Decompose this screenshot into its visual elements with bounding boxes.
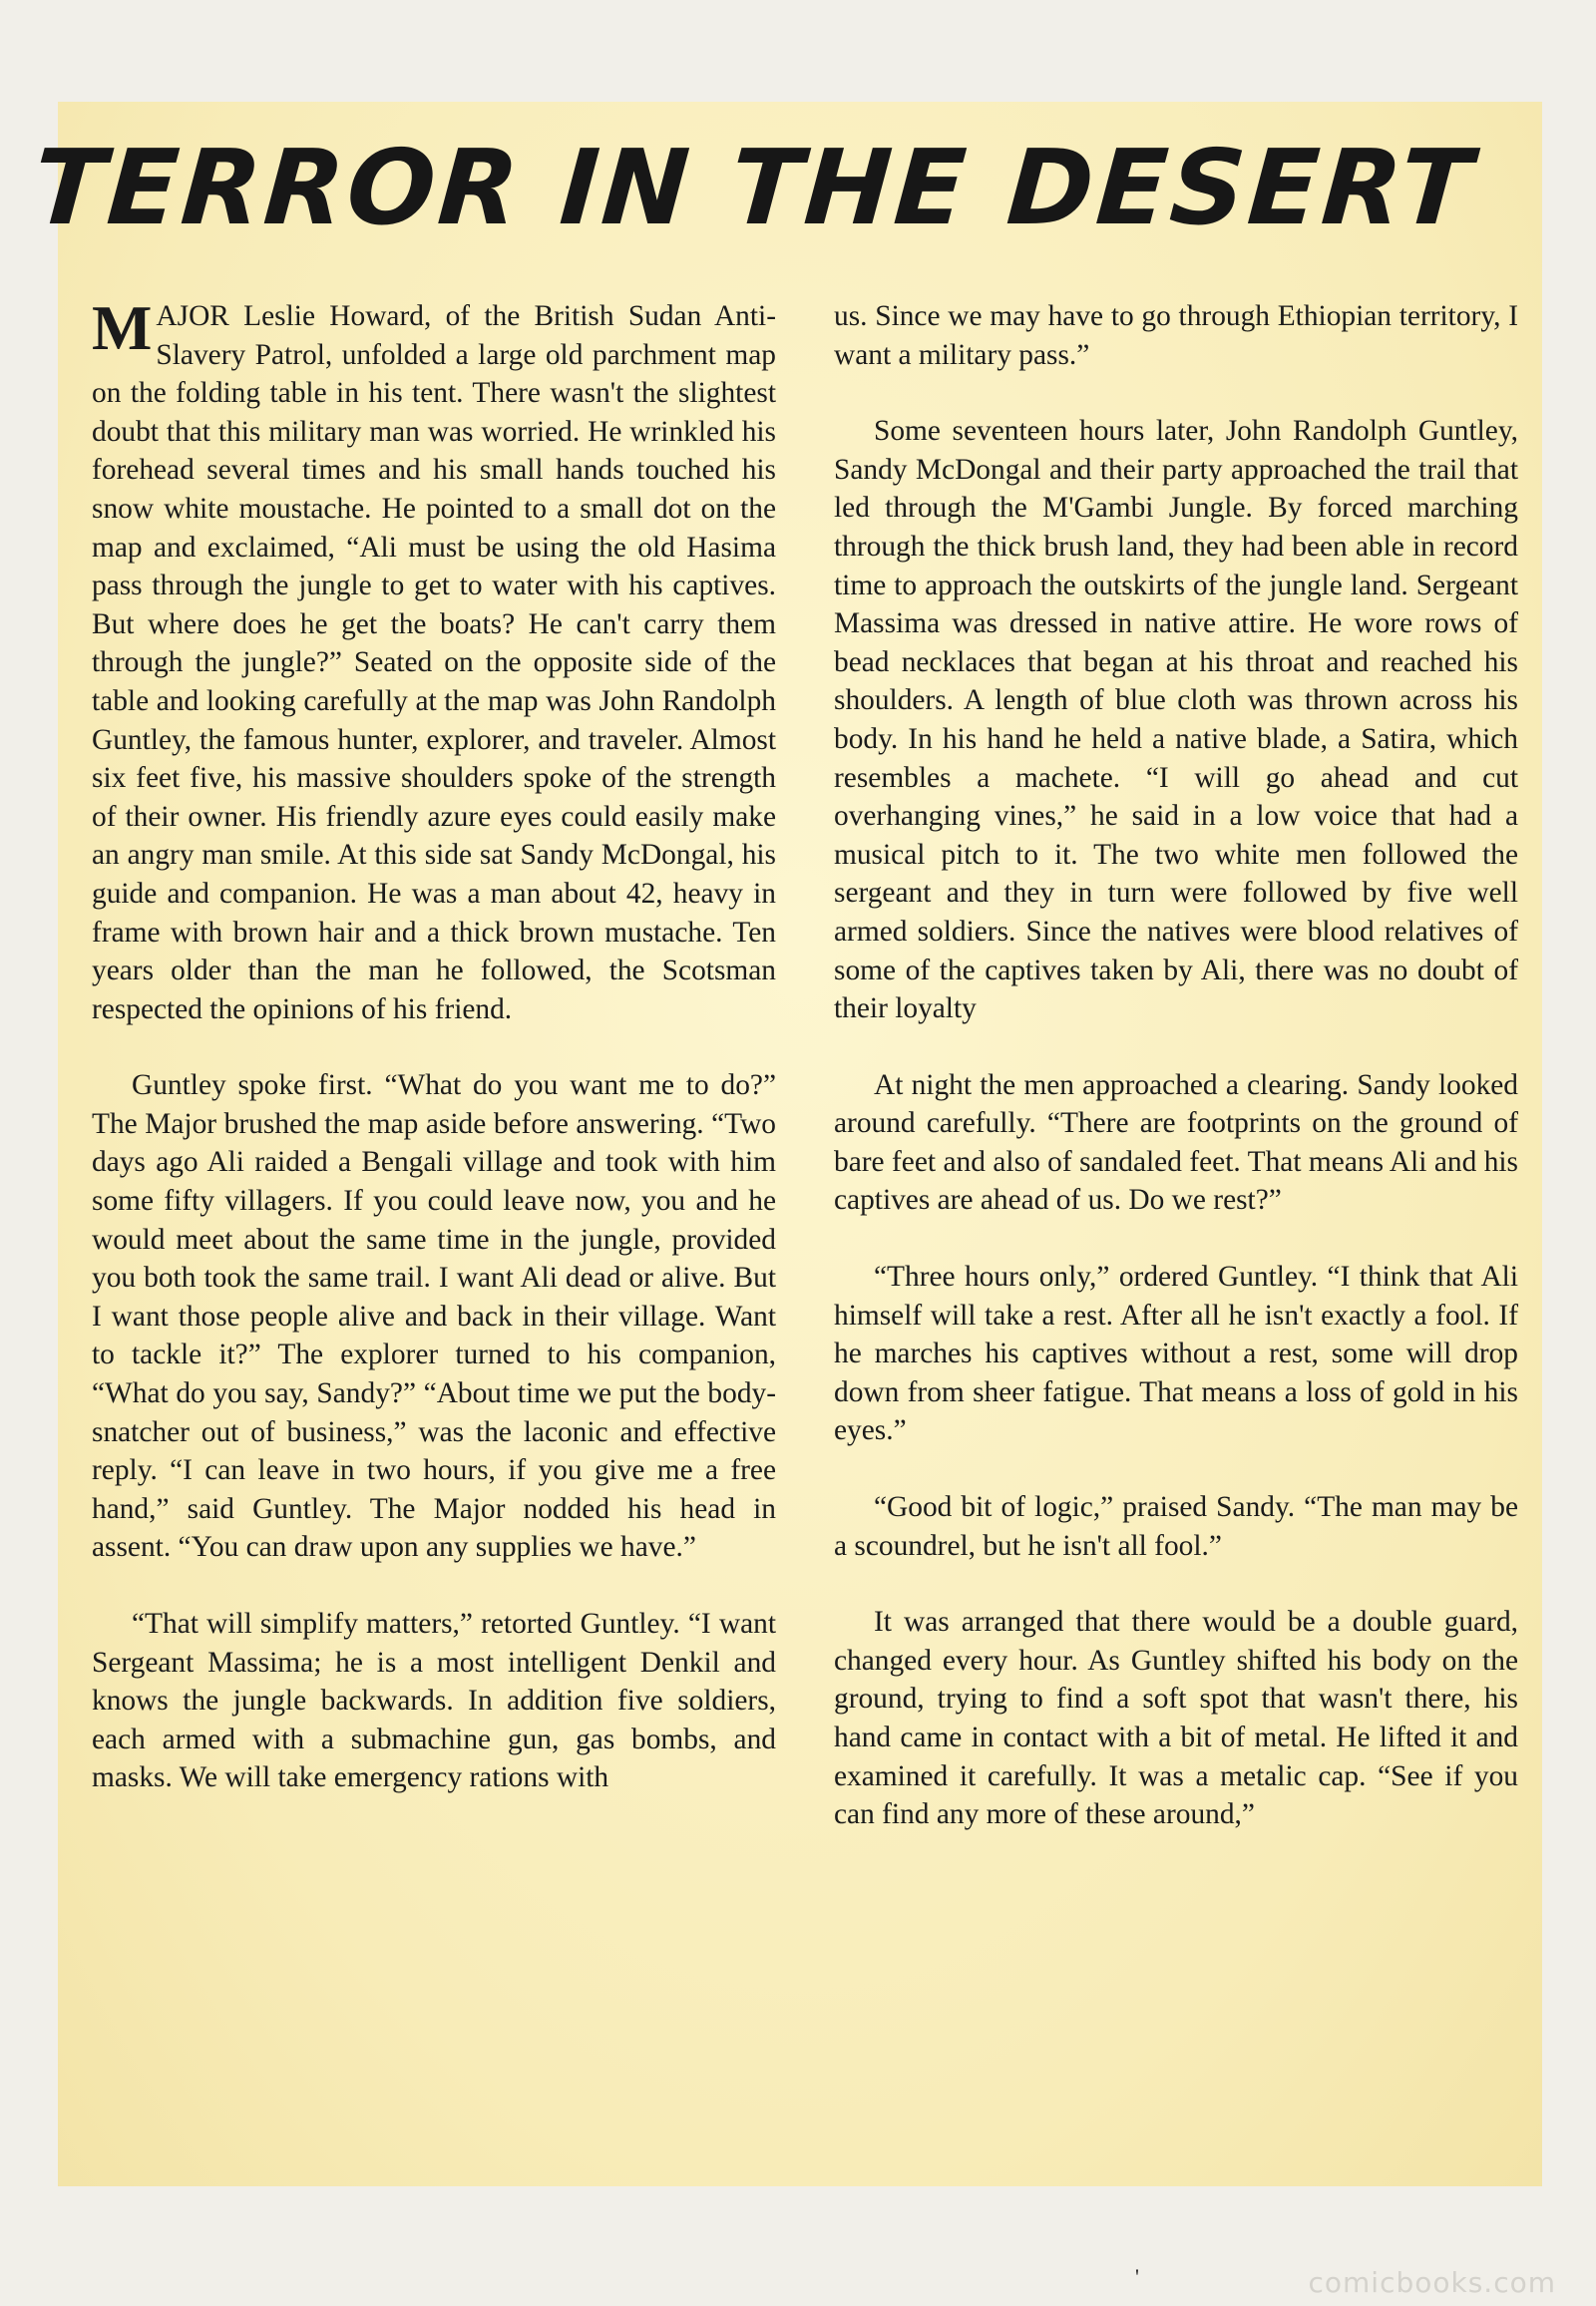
paragraph: Guntley spoke first. “What do you want me to do?” The Major brushed the map aside before answering. “Two days ago Ali raided a Bengali village and took with him some fifty villagers. If you could leave now, you and he would meet about the same time in the jungle, provided you both took the same trail. I want Ali dead or alive. But I want those people alive and back in their village. Want to tackle it?” The explorer turned to his companion, “What do you say, Sandy?” “About time we put the body-snatcher out of business,” was the laconic and effective reply. “I can leave in two hours, if you give me a free hand,” said Guntley. The Major nodded his head in assent. “You can draw upon any supplies we have.” [92,1069,776,1564]
right-column [834,297,1518,2172]
paragraph: us. Since we may have to go through Ethiopian territory, I want a military pass.” [834,300,1518,371]
paragraph: It was arranged that there would be a double guard, changed every hour. As Guntley shifted his body on the ground, trying to find a soft spot that wasn't there, his hand came in contact with a bit of metal. He lifted it and examined it carefully. It was a metalic cap. “See if you can find any more of these around,” [834,1606,1518,1831]
story-title: TERROR IN THE DESERT [29,127,1478,248]
story-body [92,292,1518,2172]
first-word-rest: AJOR [156,300,229,332]
drop-cap: M [92,292,153,363]
paragraph: Some seventeen hours later, John Randolph Guntley, Sandy McDongal and their party approached the trail that led through the M'Gambi Jungle. By forced marching through the thick brush land, they had been able in record time to approach the outskirts of the jungle land. Sergeant Massima was dressed in native attire. He wore rows of bead necklaces that began at his throat and reached his shoulders. A length of blue cloth was thrown across his body. In his hand he held a native blade, a Satira, which resembles a machete. “I will go ahead and cut overhanging vines,” he said in a low voice that had a musical pitch to it. The two white men followed the sergeant and they in turn were followed by five well armed soldiers. Since the natives were blood relatives of some of the captives taken by Ali, there was no doubt of their loyalty [834,415,1518,1025]
paragraph: At night the men approached a clearing. Sandy looked around carefully. “There are footprints on the ground of bare feet and also of sandaled feet. That means Ali and his captives are ahead of us. Do we rest?” [834,1068,1518,1217]
paragraph: “Good bit of logic,” praised Sandy. “The man may be a scoundrel, but he isn't all fool.” [834,1491,1518,1562]
left-column [92,292,776,2172]
paragraph: “That will simplify matters,” retorted Guntley. “I want Sergeant Massima; he is a most intelligent Denkil and knows the jungle backwards. In addition five soldiers, each armed with a submachine gun, gas bombs, and masks. We will take emergency rations with [92,1608,776,1794]
paragraph: “Three hours only,” ordered Guntley. “I think that Ali himself will take a rest. After all he isn't exactly a fool. If he marches his captives without a rest, some will drop down from sheer fatigue. That means a loss of gold in his eyes.” [834,1261,1518,1447]
paragraph-text: Leslie Howard, of the British Sudan Anti-Slavery Patrol, unfolded a large old parchment map on the folding table in his tent. There wasn't the slightest doubt that this military man was worried. He wrinkled his forehead several times and his small hands touched his snow white moustache. He pointed to a small dot on the map and exclaimed, “Ali must be using the old Hasima pass through the jungle to get to water with his captives. But where does he get the boats? He can't carry them through the jungle?” Seated on the opposite side of the table and looking carefully at the map was John Randolph Guntley, the famous hunter, explorer, and traveler. Almost six feet five, his massive shoulders spoke of the strength of their owner. His friendly azure eyes could easily make an angry man smile. At this side sat Sandy McDongal, his guide and companion. He was a man about 42, heavy in frame with brown hair and a thick brown mustache. Ten years older than the man he followed, the Scotsman respected the opinions of his friend. [92,300,776,1025]
watermark: comicbooks.com [1308,2266,1556,2299]
page-mark: ' [1135,2264,1139,2289]
paragraph [92,292,776,1028]
